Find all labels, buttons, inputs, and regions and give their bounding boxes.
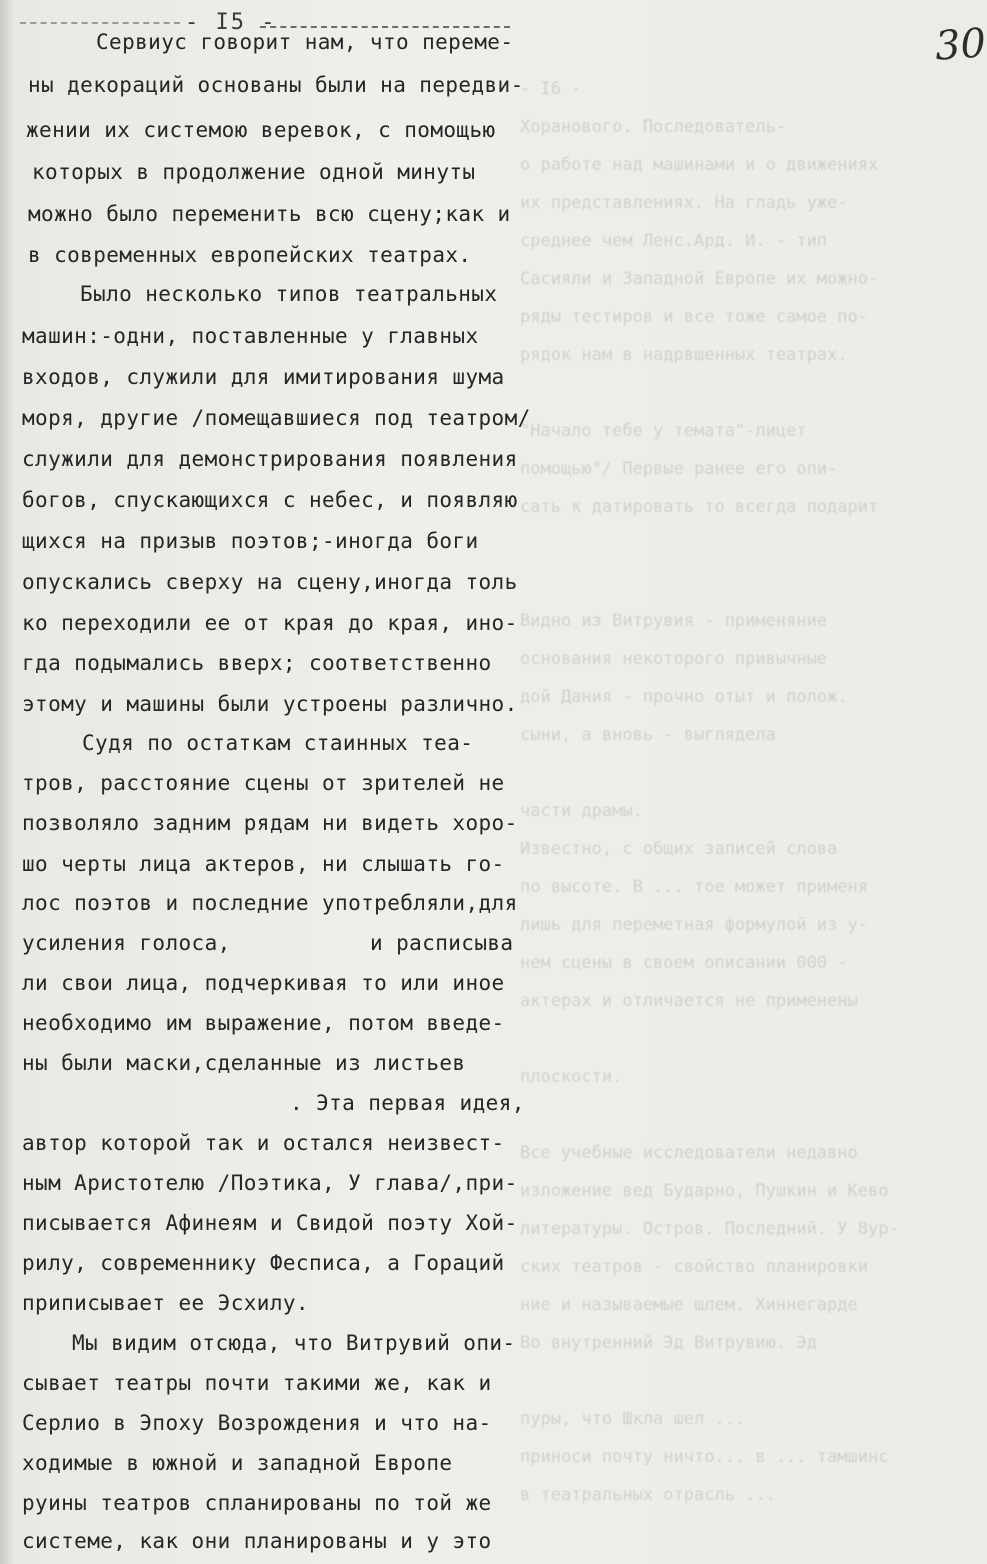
text-line: ходимые в южной и западной Европе [22, 1451, 453, 1475]
header-dashes-right [260, 26, 510, 28]
bleed-through-line: части драмы. [520, 801, 643, 821]
bleed-through-line: Все учебные исследователи недавно [520, 1143, 858, 1163]
bleed-through-line [520, 1020, 980, 1058]
text-line: . Эта первая идея, [290, 1091, 525, 1115]
bleed-through-line: их представлениях. На гладь уже- [520, 193, 848, 213]
bleed-through-line: ние и называемые шлем. Хиннегарде [520, 1295, 858, 1315]
text-line: системе, как они планированы и у это [22, 1529, 492, 1553]
text-line: гда подымались вверх; соответственно [22, 651, 492, 675]
bleed-through-line: основания некоторого привычные [520, 649, 828, 669]
text-line: Мы видим отсюда, что Витрувий опи- [72, 1331, 516, 1355]
bleed-through-line: в театральных отрасль ... [520, 1485, 776, 1505]
text-line: приписывает ее Эсхилу. [22, 1291, 309, 1315]
text-line: усиления голоса, [22, 931, 231, 955]
bleed-through-line: дой Дания - прочно отыт и полож. [520, 687, 848, 707]
bleed-through-line [520, 754, 980, 792]
bleed-through-line: плоскости. [520, 1067, 623, 1087]
bleed-through-line: Во внутренний Эд Витрувию. Эд [520, 1333, 817, 1353]
text-line: можно было переменить всю сцену;как и [28, 202, 511, 226]
text-line: сывает театры почти такими же, как и [22, 1371, 492, 1395]
text-line: Сервиус говорит нам, что переме- [96, 30, 514, 54]
bleed-through-line [520, 564, 980, 602]
text-line: в современных европейских театрах. [28, 243, 472, 267]
text-line: позволяло задним рядам ни видеть хоро- [22, 811, 518, 835]
text-line: ли свои лица, подчеркивая то или иное [22, 971, 505, 995]
bleed-through-line: Видно из Витрувия - применяние [520, 611, 828, 631]
bleed-through-line: Известно, с общих записей слова [520, 839, 838, 859]
bleed-through-line: Хоранового. Последователь- [520, 117, 787, 137]
text-line: тров, расстояние сцены от зрителей не [22, 771, 505, 795]
text-line: опускались сверху на сцену,иногда толь [22, 570, 518, 594]
text-line: и расписыва [370, 931, 514, 955]
text-line: ны декораций основаны были на передви- [28, 73, 524, 97]
bleed-through-line: о работе над машинами и о движениях [520, 155, 879, 175]
bleed-through-line: сыни, а вновь - выглядела [520, 725, 776, 745]
bleed-through-line [520, 526, 980, 564]
text-line: моря, другие /помещавшиеся под театром/ [22, 406, 531, 430]
text-line: необходимо им выражение, потом введе- [22, 1011, 505, 1035]
text-line: щихся на призыв поэтов;-иногда боги [22, 529, 479, 553]
text-line: ны были маски,сделанные из листьев [22, 1051, 466, 1075]
bleed-through-line [520, 1096, 980, 1134]
bleed-through-line: ряды тестиров и все тоже самое по- [520, 307, 868, 327]
bleed-through-line: сать к датировать то всегда подарит [520, 497, 879, 517]
text-line: машин:-одни, поставленные у главных [22, 324, 479, 348]
bleed-through-line [520, 374, 980, 412]
bleed-through-text [520, 70, 980, 1514]
text-line: Было несколько типов театральных [80, 282, 498, 306]
bleed-through-line: среднее чем Ленс.Ард. И. - тип [520, 231, 828, 251]
bleed-through-line: ских театров - свойство планировки [520, 1257, 868, 1277]
bleed-through-line: литературы. Остров. Последний. У 8ур- [520, 1219, 899, 1239]
bleed-through-line: изложение вед Бударно, Пушкин и Кево [520, 1181, 889, 1201]
text-line: писывается Афинеям и Свидой поэту Хой- [22, 1211, 518, 1235]
text-line: жении их системою веревок, с помощью [26, 118, 496, 142]
text-line: входов, служили для имитирования шума [22, 365, 505, 389]
text-line: ко переходили ее от края до края, ино- [22, 611, 518, 635]
text-line: рилу, современнику Фесписа, а Гораций [22, 1251, 505, 1275]
bleed-through-line: помощью"/ Первые ранее его опи- [520, 459, 838, 479]
text-line: которых в продолжение одной минуты [32, 160, 476, 184]
archive-folio-number: 30 [933, 20, 987, 70]
text-line: богов, спускающихся с небес, и появляю [22, 488, 518, 512]
bleed-through-line: - I6 - [520, 79, 582, 99]
bleed-through-line: приноси почту ничто... в ... тамшинс [520, 1447, 889, 1467]
text-line: этому и машины были устроены различно. [22, 692, 518, 716]
page-number: - I5 - [185, 10, 277, 35]
bleed-through-line: Сасияли и Западной Европе их можно- [520, 269, 879, 289]
bleed-through-line: лишь для переметная формулой из у- [520, 915, 868, 935]
bleed-through-line: пуры, что Шкла шел ... [520, 1409, 746, 1429]
bleed-through-line: нем сцены в своем описании 000 - [520, 953, 848, 973]
bleed-through-line: "Начало тебе у темата"-лицет [520, 421, 807, 441]
text-line: ным Аристотелю /Поэтика, У глава/,при- [22, 1171, 518, 1195]
page-edge-shadow [0, 0, 14, 1564]
bleed-through-line: актерах и отличается не применены [520, 991, 858, 1011]
text-line: руины театров спланированы по той же [22, 1491, 492, 1515]
text-line: шо черты лица актеров, ни слышать го- [22, 852, 505, 876]
bleed-through-line: по высоте. В ... тое может применя [520, 877, 868, 897]
header-dashes-left [20, 22, 180, 24]
text-line: автор которой так и остался неизвест- [22, 1131, 505, 1155]
text-line: лос поэтов и последние употребляли,для [22, 891, 518, 915]
text-line: Судя по остаткам стаинных теа- [82, 731, 474, 755]
text-line: служили для демонстрирования появления [22, 447, 518, 471]
bleed-through-line [520, 1362, 980, 1400]
text-line: Серлио в Эпоху Возрождения и что на- [22, 1411, 492, 1435]
bleed-through-line: рядок нам в надрвшенных театрах. [520, 345, 848, 365]
